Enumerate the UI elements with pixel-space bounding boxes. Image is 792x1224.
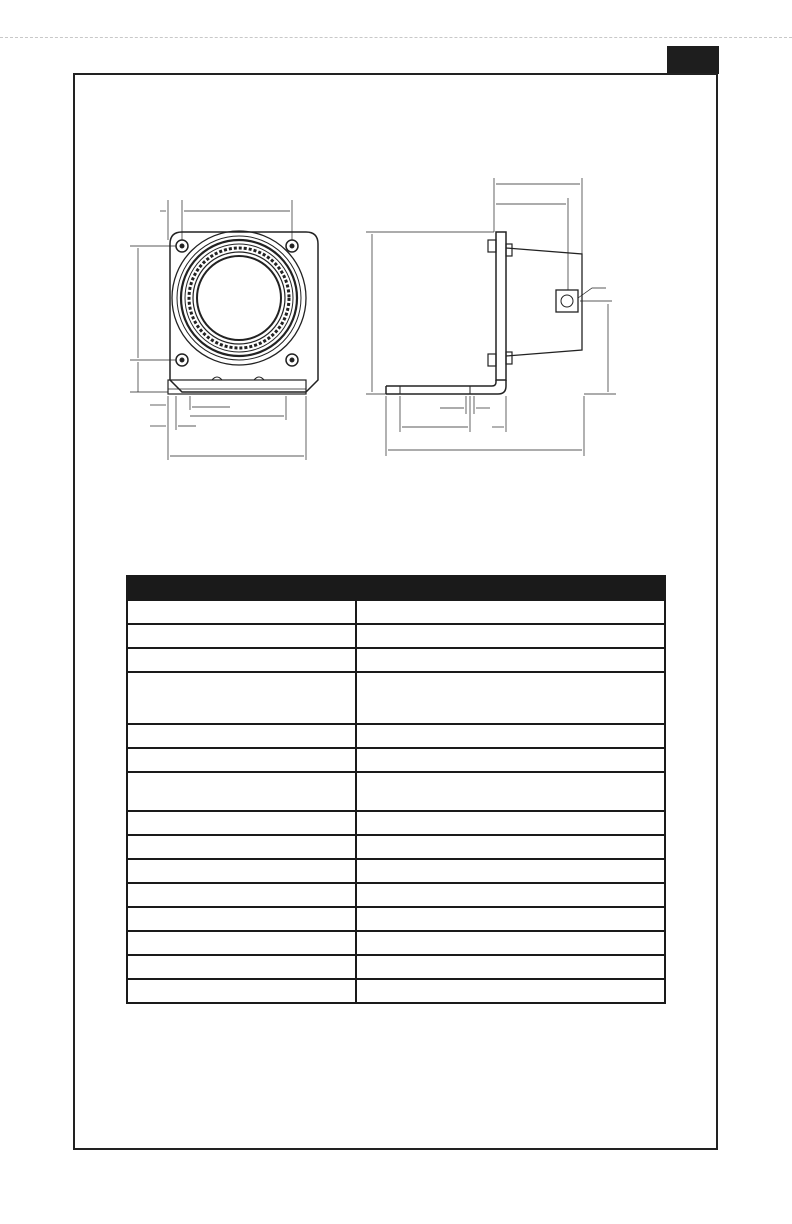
table-cell bbox=[356, 672, 665, 724]
table-cell bbox=[356, 955, 665, 979]
table-cell bbox=[356, 859, 665, 883]
table-cell bbox=[127, 811, 356, 835]
table-cell bbox=[127, 883, 356, 907]
table-row bbox=[127, 724, 665, 748]
specification-table bbox=[126, 575, 666, 1004]
table-cell bbox=[127, 772, 356, 811]
front-view-dimensions bbox=[130, 200, 306, 460]
table-cell bbox=[356, 648, 665, 672]
table-cell bbox=[127, 624, 356, 648]
table-row bbox=[127, 955, 665, 979]
table-row bbox=[127, 883, 665, 907]
table-cell bbox=[356, 883, 665, 907]
lamp-housing bbox=[172, 231, 306, 365]
side-view bbox=[386, 232, 582, 394]
table-row bbox=[127, 835, 665, 859]
side-view-dimensions bbox=[366, 178, 616, 456]
table-cell bbox=[127, 748, 356, 772]
table-cell bbox=[356, 624, 665, 648]
table-header-row bbox=[127, 576, 665, 600]
table-cell bbox=[127, 835, 356, 859]
table-row bbox=[127, 748, 665, 772]
table-row bbox=[127, 859, 665, 883]
table-cell bbox=[127, 724, 356, 748]
dimension-drawing bbox=[0, 0, 792, 560]
table-cell bbox=[356, 811, 665, 835]
table-cell bbox=[356, 748, 665, 772]
table-cell bbox=[127, 907, 356, 931]
table-cell bbox=[127, 859, 356, 883]
table-cell bbox=[356, 772, 665, 811]
table-cell bbox=[127, 600, 356, 624]
table-cell bbox=[356, 835, 665, 859]
table-row bbox=[127, 979, 665, 1003]
table-row bbox=[127, 648, 665, 672]
table-cell bbox=[356, 931, 665, 955]
table-cell bbox=[356, 600, 665, 624]
table-cell bbox=[127, 979, 356, 1003]
table-row bbox=[127, 600, 665, 624]
table-cell bbox=[356, 724, 665, 748]
table-cell bbox=[356, 979, 665, 1003]
table-row bbox=[127, 931, 665, 955]
front-view bbox=[168, 231, 318, 394]
table-header-cell bbox=[356, 576, 665, 600]
table-cell bbox=[127, 931, 356, 955]
table-row bbox=[127, 772, 665, 811]
table-header-cell bbox=[127, 576, 356, 600]
table-cell bbox=[356, 907, 665, 931]
table-row bbox=[127, 672, 665, 724]
table-row bbox=[127, 811, 665, 835]
table-row bbox=[127, 907, 665, 931]
table-cell bbox=[127, 955, 356, 979]
table-cell bbox=[127, 672, 356, 724]
table-cell bbox=[127, 648, 356, 672]
table-row bbox=[127, 624, 665, 648]
